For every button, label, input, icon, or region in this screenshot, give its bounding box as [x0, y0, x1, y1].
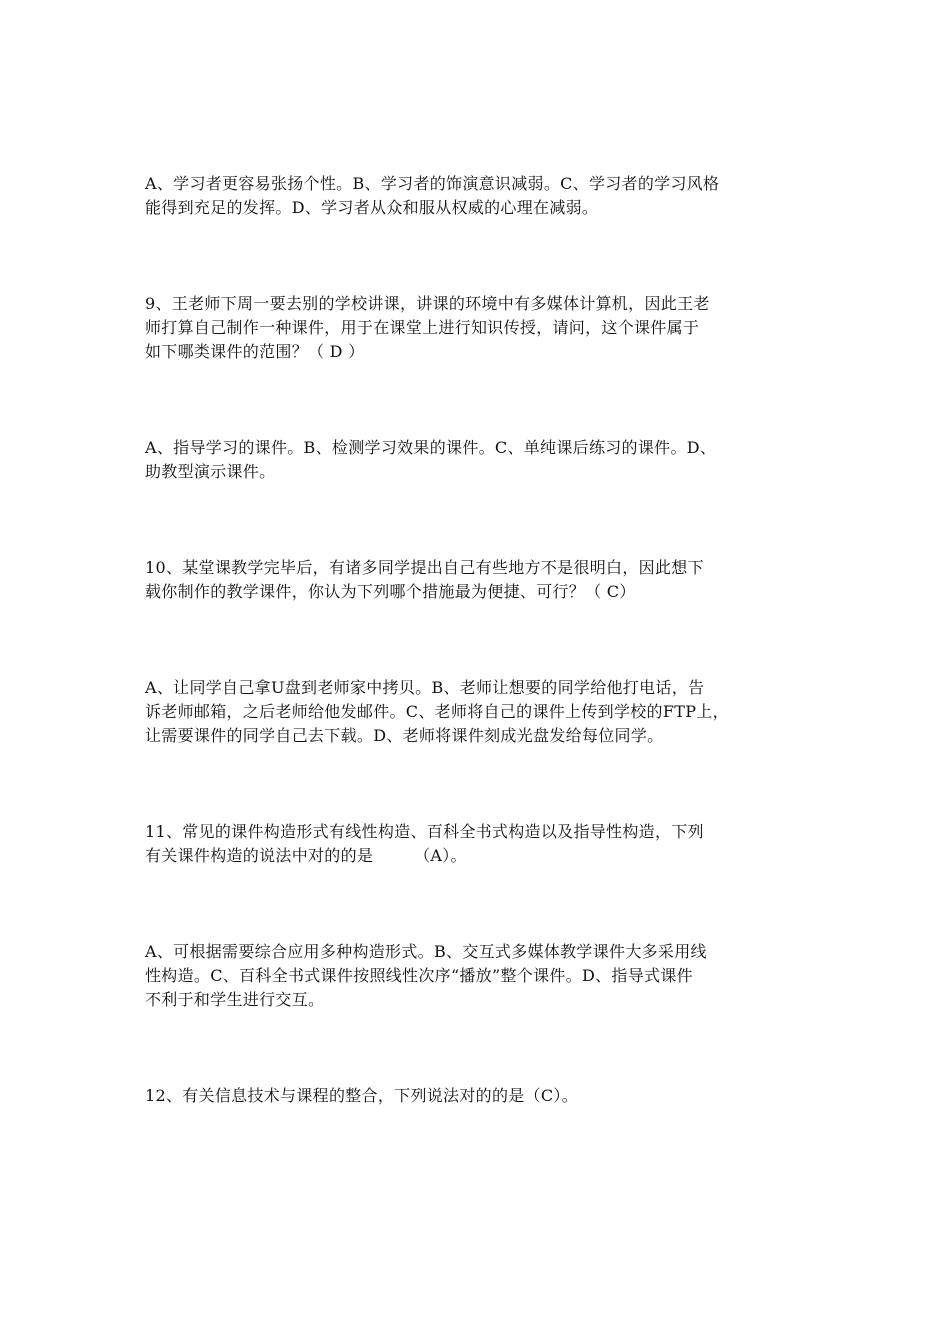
text-line: 不利于和学生进行交互。 — [145, 990, 325, 1009]
answer-options-11 — [145, 940, 810, 1012]
text-line: 载你制作的教学课件，你认为下列哪个措施最为便捷、可行？（ C） — [145, 582, 636, 601]
text-line: 10、某堂课教学完毕后，有诸多同学提出自己有些地方不是很明白，因此想下 — [145, 558, 704, 577]
text-line: 能得到充足的发挥。D、学习者从众和服从权威的心理在减弱。 — [145, 198, 599, 217]
text-line: 师打算自己制作一种课件，用于在课堂上进行知识传授，请问，这个课件属于 — [145, 318, 700, 337]
text-line: 诉老师邮箱，之后老师给他发邮件。C、老师将自己的课件上传到学校的FTP上， — [145, 702, 729, 721]
text-line: 11、常见的课件构造形式有线性构造、百科全书式构造以及指导性构造，下列 — [145, 822, 704, 841]
text-line: A、让同学自己拿U盘到老师家中拷贝。B、老师让想要的同学给他打电话，告 — [145, 678, 705, 697]
text-line: 有关课件构造的说法中对的的是 （A）。 — [145, 846, 467, 865]
text-line: 如下哪类课件的范围？（ D ） — [145, 342, 365, 361]
text-line: A、指导学习的课件。B、检测学习效果的课件。C、单纯课后练习的课件。D、 — [145, 438, 717, 457]
text-line: A、可根据需要综合应用多种构造形式。B、交互式多媒体教学课件大多采用线 — [145, 942, 707, 961]
text-line: 助教型演示课件。 — [145, 462, 276, 481]
text-line: 性构造。C、百科全书式课件按照线性次序“播放”整个课件。D、指导式课件 — [145, 966, 693, 985]
text-line: 让需要课件的同学自己去下载。D、老师将课件刻成光盘发给每位同学。 — [145, 726, 664, 745]
question-9 — [145, 292, 810, 364]
answer-options-8 — [145, 172, 810, 220]
question-11 — [145, 820, 810, 868]
question-12 — [145, 1084, 810, 1108]
answer-options-9 — [145, 436, 810, 484]
question-10 — [145, 556, 810, 604]
text-line: 12、有关信息技术与课程的整合，下列说法对的的是（C）。 — [145, 1086, 579, 1105]
answer-options-10 — [145, 676, 810, 748]
text-line: 9、王老师下周一要去别的学校讲课，讲课的环境中有多媒体计算机，因此王老 — [145, 294, 710, 313]
text-line: A、学习者更容易张扬个性。B、学习者的饰演意识减弱。C、学习者的学习风格 — [145, 174, 720, 193]
